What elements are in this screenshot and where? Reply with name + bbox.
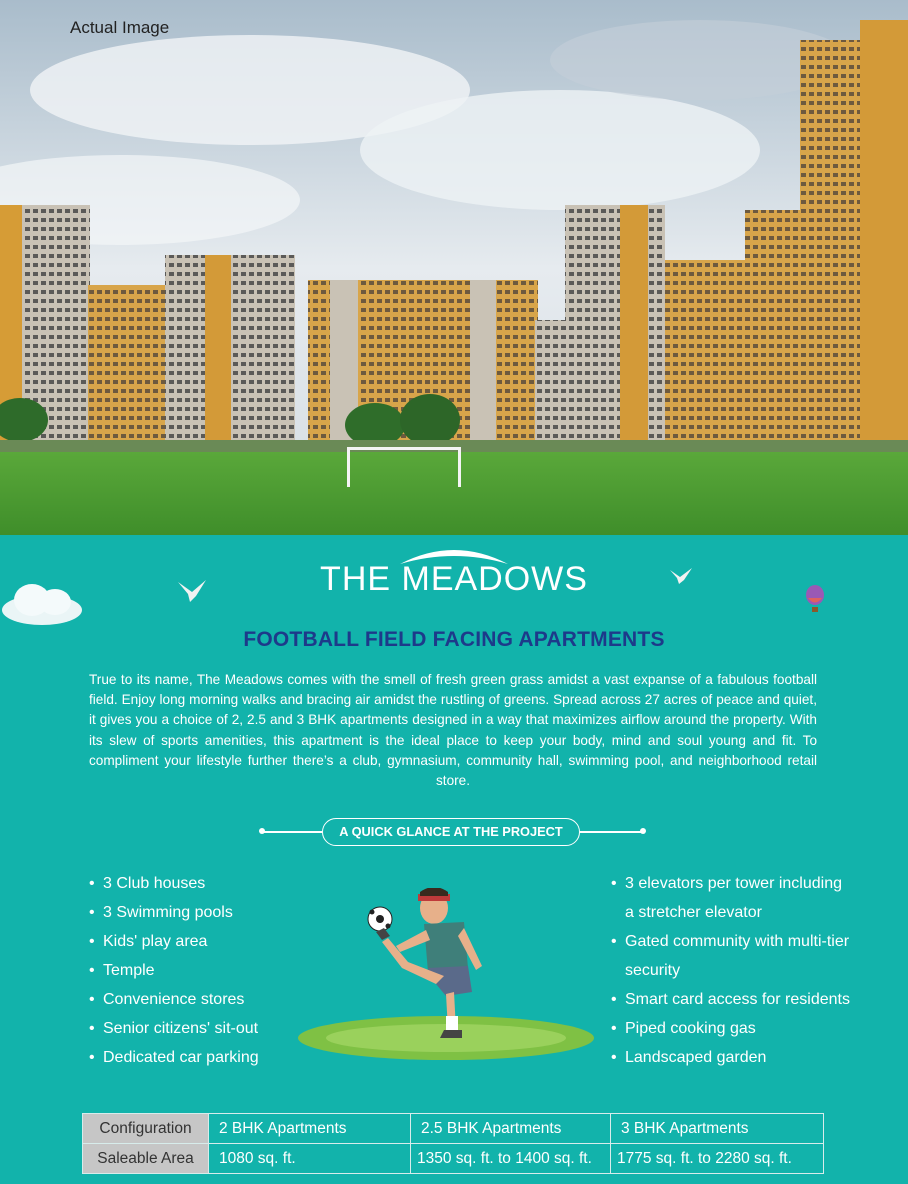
amenity-item: • 3 Swimming pools [89,904,233,921]
hero-photo [0,0,908,535]
amenity-item: • Gated community with multi-tier [611,933,850,950]
quick-glance-label: A QUICK GLANCE AT THE PROJECT [322,818,580,846]
amenity-item-continuation: a stretcher elevator [625,904,762,921]
configuration-table [82,1113,824,1174]
amenity-item: • Smart card access for residents [611,991,850,1008]
brand-title: THE MEADOWS [320,560,588,598]
football-icon [368,907,392,931]
description-paragraph: True to its name, The Meadows comes with the smell of fresh green grass amidst a vast expanse of a fabulous football field. Enjoy long morning walks and bracing air amidst the rustling of greens. Spread across 27 acres of peace and quiet, it gives you a choice of 2, 2.5 and 3 BHK apartments designed in a way that maximizes airflow around the property. With its slew of sports amenities, this apartment is the ideal place to keep your body, mind and soul young and fit. To compliment your lifestyle further there’s a club, gymnasium, community hall, swimming pool, and neighborhood retail store. [89,672,817,789]
table-row [83,1144,824,1174]
divider-line [580,831,642,833]
table-cell: 1350 sq. ft. to 1400 sq. ft. [411,1144,611,1174]
divider-line [262,831,322,833]
table-cell: 3 BHK Apartments [611,1114,824,1144]
amenity-item: • 3 elevators per tower including [611,875,843,892]
table-cell: 2.5 BHK Apartments [411,1114,611,1144]
table-header-cell: Configuration [83,1114,209,1144]
amenities-left-list [89,869,259,1072]
amenity-item: • Landscaped garden [611,1049,767,1066]
amenity-item: • Piped cooking gas [611,1020,756,1037]
apartment-complex-illustration [0,0,908,535]
table-cell: 1080 sq. ft. [209,1144,411,1174]
section-heading: FOOTBALL FIELD FACING APARTMENTS [243,628,665,651]
amenity-item-continuation: security [625,962,681,979]
divider-dot [640,828,646,834]
table-cell: 1775 sq. ft. to 2280 sq. ft. [611,1144,824,1174]
amenity-item: • Convenience stores [89,991,245,1008]
amenity-item: • 3 Club houses [89,875,206,892]
football-player-illustration [296,888,596,1068]
amenities-right-list [611,869,850,1072]
actual-image-label: Actual Image [70,18,170,37]
amenity-item: • Temple [89,962,155,979]
table-cell: 2 BHK Apartments [209,1114,411,1144]
amenity-item: • Kids' play area [89,933,208,950]
amenity-item: • Dedicated car parking [89,1049,259,1066]
amenity-item: • Senior citizens' sit-out [89,1020,259,1037]
table-row [83,1114,824,1144]
table-header-cell: Saleable Area [83,1144,209,1174]
